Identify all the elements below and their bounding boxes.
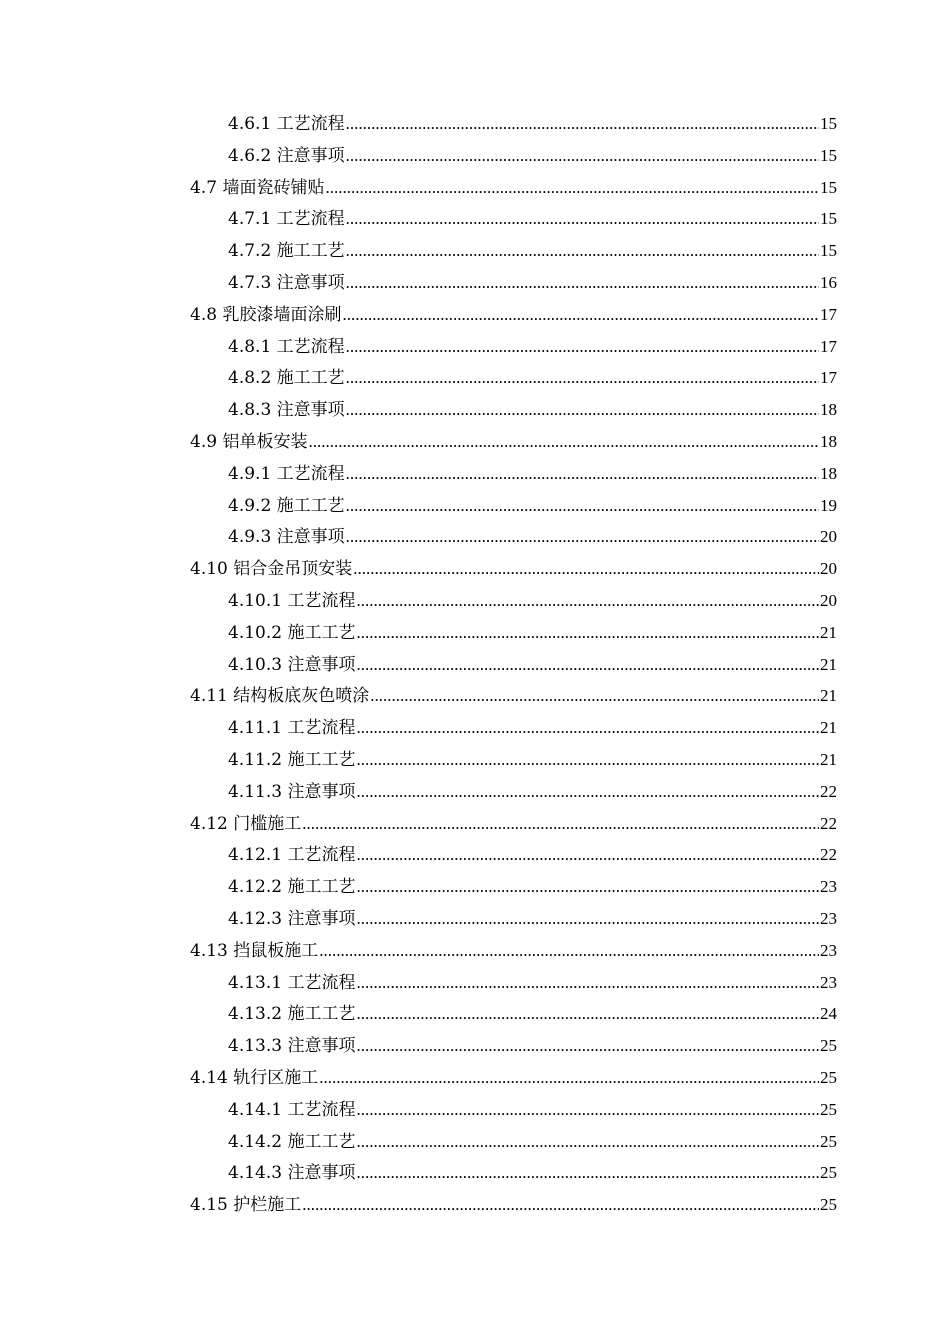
toc-entry-label: 4.8 乳胶漆墙面涂刷 [190, 304, 342, 325]
toc-dot-leader [346, 521, 819, 553]
toc-page-number: 23 [820, 940, 837, 960]
toc-entry-label: 4.10 铝合金吊顶安装 [190, 559, 353, 580]
toc-entry[interactable] [190, 712, 837, 744]
toc-page-number: 16 [820, 272, 837, 292]
toc-dot-leader [319, 935, 819, 967]
toc-entry-label: 4.9.1 工艺流程 [228, 463, 345, 484]
toc-dot-leader [356, 585, 819, 617]
toc-entry[interactable] [190, 1062, 837, 1094]
toc-dot-leader [356, 903, 819, 935]
toc-dot-leader [356, 839, 819, 871]
toc-page-number: 15 [820, 209, 837, 229]
toc-entry-label: 4.11 结构板底灰色喷涂 [190, 686, 370, 707]
toc-entry-label: 4.14.1 工艺流程 [228, 1099, 356, 1120]
toc-page-number: 19 [820, 495, 837, 515]
toc-entry[interactable] [190, 490, 837, 522]
toc-page-number: 23 [820, 972, 837, 992]
toc-page-number: 21 [820, 718, 837, 738]
toc-page-number: 17 [820, 368, 837, 388]
toc-page-number: 21 [820, 749, 837, 769]
toc-dot-leader [356, 871, 819, 903]
toc-dot-leader [346, 362, 819, 394]
toc-page-number: 22 [820, 813, 837, 833]
toc-entry[interactable] [190, 776, 837, 808]
toc-entry[interactable] [190, 458, 837, 490]
toc-dot-leader [346, 235, 819, 267]
toc-dot-leader [346, 490, 819, 522]
toc-dot-leader [356, 776, 819, 808]
toc-entry-label: 4.11.3 注意事项 [228, 781, 356, 802]
toc-page-number: 21 [820, 622, 837, 642]
toc-entry[interactable] [190, 998, 837, 1030]
toc-entry[interactable] [190, 744, 837, 776]
toc-entry[interactable] [190, 680, 837, 712]
toc-dot-leader [346, 331, 819, 363]
toc-entry-label: 4.10.1 工艺流程 [228, 590, 356, 611]
toc-dot-leader [353, 553, 819, 585]
toc-page-number: 25 [820, 1099, 837, 1119]
toc-entry[interactable] [190, 299, 837, 331]
toc-entry-label: 4.15 护栏施工 [190, 1195, 302, 1216]
toc-entry[interactable] [190, 140, 837, 172]
toc-entry[interactable] [190, 649, 837, 681]
toc-entry[interactable] [190, 617, 837, 649]
toc-page-number: 22 [820, 781, 837, 801]
toc-page-number: 20 [820, 559, 837, 579]
toc-entry-label: 4.12.3 注意事项 [228, 908, 356, 929]
toc-entry[interactable] [190, 553, 837, 585]
toc-page-number: 25 [820, 1195, 837, 1215]
toc-entry[interactable] [190, 426, 837, 458]
toc-page-number: 17 [820, 304, 837, 324]
toc-page-number: 15 [820, 114, 837, 133]
toc-entry-label: 4.9.2 施工工艺 [228, 495, 345, 516]
toc-entry[interactable] [190, 267, 837, 299]
toc-page-number: 15 [820, 177, 837, 197]
toc-page-number: 21 [820, 686, 837, 706]
toc-page-number: 25 [820, 1036, 837, 1056]
toc-page-number: 20 [820, 527, 837, 547]
toc-entry-label: 4.6.2 注意事项 [228, 145, 345, 166]
toc-entry[interactable] [190, 235, 837, 267]
toc-dot-leader [356, 1094, 819, 1126]
toc-dot-leader [356, 1126, 819, 1158]
toc-entry[interactable] [190, 871, 837, 903]
toc-entry-label: 4.13 挡鼠板施工 [190, 940, 319, 961]
toc-page-number: 23 [820, 877, 837, 897]
toc-entry-label: 4.14.3 注意事项 [228, 1163, 356, 1184]
toc-page-number: 25 [820, 1067, 837, 1087]
table-of-contents [190, 108, 837, 1221]
toc-entry-label: 4.9 铝单板安装 [190, 431, 308, 452]
toc-entry[interactable] [190, 967, 837, 999]
toc-entry-label: 4.8.1 工艺流程 [228, 336, 345, 357]
toc-entry-label: 4.12 门槛施工 [190, 813, 302, 834]
toc-entry-label: 4.13.1 工艺流程 [228, 972, 356, 993]
toc-entry-label: 4.14.2 施工工艺 [228, 1131, 356, 1152]
toc-entry[interactable] [190, 1189, 837, 1221]
toc-dot-leader [346, 458, 819, 490]
toc-entry[interactable] [190, 108, 837, 140]
toc-entry-label: 4.8.3 注意事项 [228, 400, 345, 421]
toc-dot-leader [346, 267, 819, 299]
toc-dot-leader [325, 172, 819, 204]
toc-page-number: 24 [820, 1004, 837, 1024]
toc-entry-label: 4.13.3 注意事项 [228, 1036, 356, 1057]
toc-page-number: 20 [820, 590, 837, 610]
toc-dot-leader [346, 203, 819, 235]
toc-entry-label: 4.12.1 工艺流程 [228, 845, 356, 866]
toc-entry[interactable] [190, 808, 837, 840]
toc-entry-label: 4.8.2 施工工艺 [228, 368, 345, 389]
toc-dot-leader [319, 1062, 819, 1094]
toc-dot-leader [356, 712, 819, 744]
toc-dot-leader [346, 394, 819, 426]
toc-page-number: 25 [820, 1131, 837, 1151]
toc-page-number: 25 [820, 1163, 837, 1183]
toc-entry-label: 4.7 墙面瓷砖铺贴 [190, 177, 325, 198]
toc-entry[interactable] [190, 1157, 837, 1189]
toc-dot-leader [342, 299, 819, 331]
toc-entry[interactable] [190, 1030, 837, 1062]
toc-entry[interactable] [190, 935, 837, 967]
toc-entry[interactable] [190, 203, 837, 235]
toc-entry-label: 4.10.2 施工工艺 [228, 622, 356, 643]
toc-dot-leader [356, 744, 819, 776]
toc-dot-leader [346, 140, 819, 172]
toc-entry-label: 4.13.2 施工工艺 [228, 1004, 356, 1025]
toc-entry-label: 4.7.1 工艺流程 [228, 209, 345, 230]
toc-dot-leader [346, 108, 819, 140]
toc-entry-label: 4.7.3 注意事项 [228, 272, 345, 293]
toc-dot-leader [356, 1157, 819, 1189]
toc-page-number: 15 [820, 241, 837, 261]
toc-dot-leader [302, 1189, 819, 1221]
toc-dot-leader [308, 426, 819, 458]
toc-page-number: 21 [820, 654, 837, 674]
toc-page-number: 18 [820, 400, 837, 420]
toc-page-number: 18 [820, 463, 837, 483]
toc-page-number: 22 [820, 845, 837, 865]
toc-entry[interactable] [190, 903, 837, 935]
toc-page-number: 15 [820, 145, 837, 165]
toc-entry-label: 4.14 轨行区施工 [190, 1067, 319, 1088]
toc-entry-label: 4.11.1 工艺流程 [228, 718, 356, 739]
toc-dot-leader [356, 617, 819, 649]
toc-entry[interactable] [190, 331, 837, 363]
toc-dot-leader [356, 998, 819, 1030]
toc-dot-leader [356, 967, 819, 999]
toc-dot-leader [356, 1030, 819, 1062]
toc-entry-label: 4.9.3 注意事项 [228, 527, 345, 548]
toc-page-number: 23 [820, 908, 837, 928]
toc-entry[interactable] [190, 362, 837, 394]
toc-entry-label: 4.7.2 施工工艺 [228, 241, 345, 262]
toc-entry-label: 4.6.1 工艺流程 [228, 114, 345, 134]
toc-entry[interactable] [190, 1126, 837, 1158]
toc-page-number: 17 [820, 336, 837, 356]
toc-entry-label: 4.11.2 施工工艺 [228, 749, 356, 770]
toc-entry[interactable] [190, 839, 837, 871]
toc-dot-leader [302, 808, 819, 840]
toc-entry[interactable] [190, 394, 837, 426]
toc-entry-label: 4.12.2 施工工艺 [228, 877, 356, 898]
toc-entry[interactable] [190, 521, 837, 553]
toc-entry[interactable] [190, 585, 837, 617]
toc-dot-leader [370, 680, 819, 712]
toc-page-number: 18 [820, 431, 837, 451]
toc-entry[interactable] [190, 1094, 837, 1126]
toc-dot-leader [356, 649, 819, 681]
toc-entry-label: 4.10.3 注意事项 [228, 654, 356, 675]
toc-entry[interactable] [190, 172, 837, 204]
